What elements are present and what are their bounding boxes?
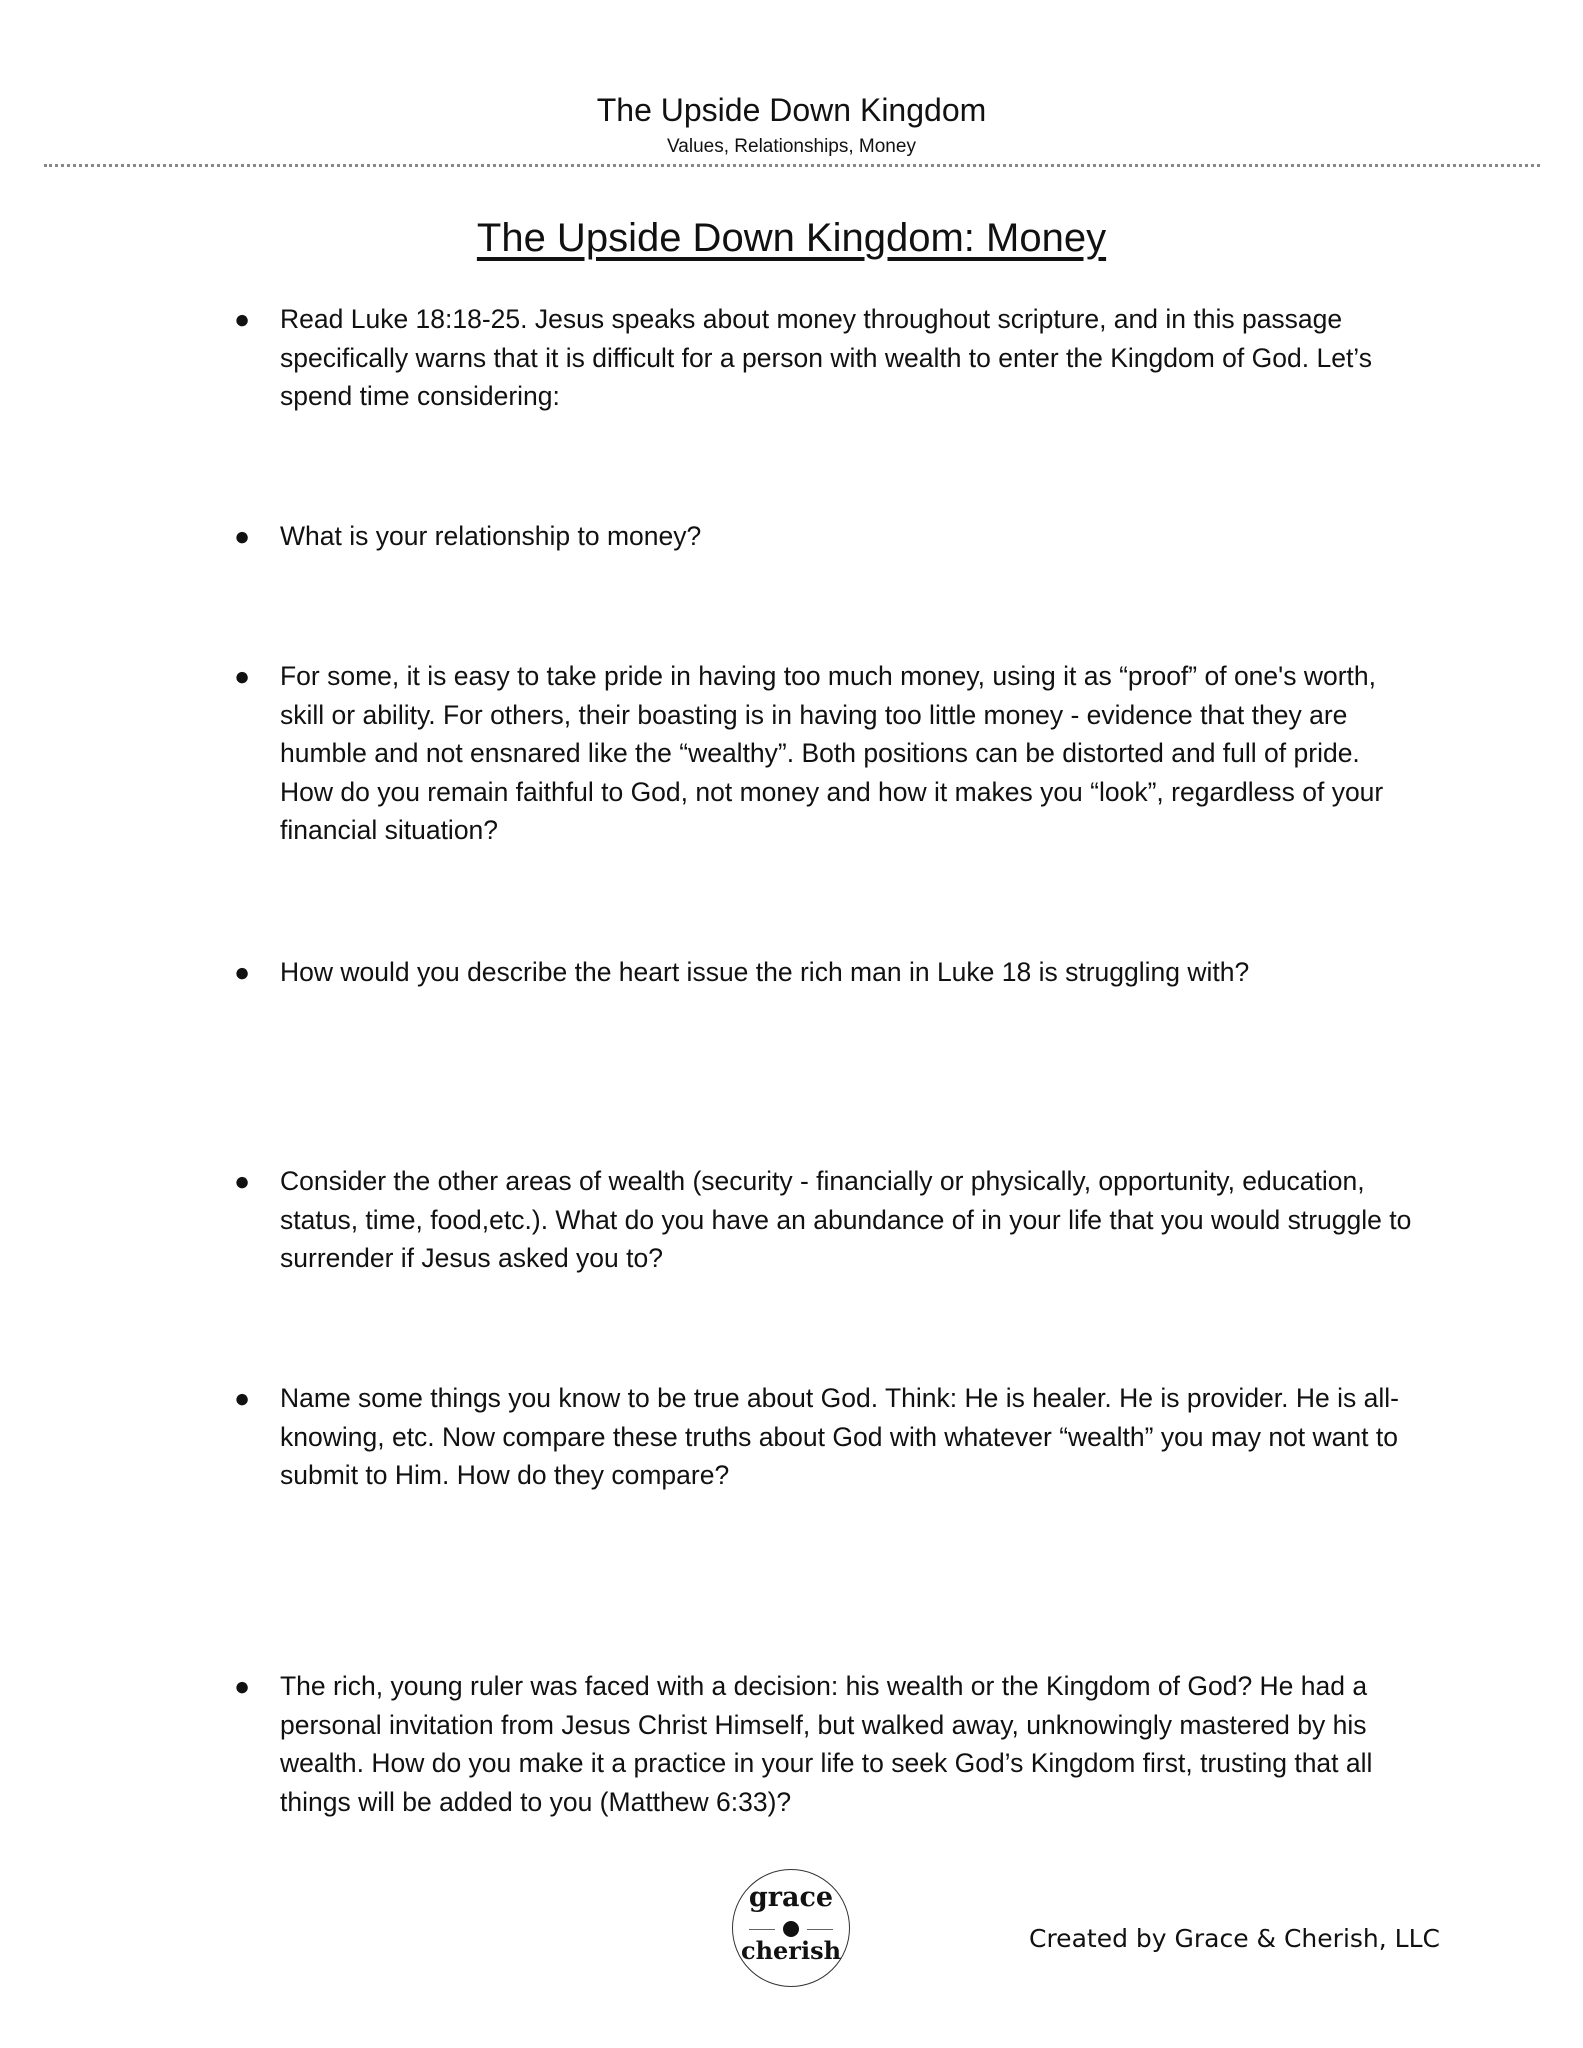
grace-cherish-logo [732, 1869, 850, 1987]
bullet-icon: ● [234, 1383, 251, 1413]
bullet-icon: ● [234, 304, 251, 334]
bullet-icon: ● [234, 661, 251, 691]
header-title: The Upside Down Kingdom [596, 92, 987, 128]
bullet-icon: ● [234, 1671, 251, 1701]
item-text: Consider the other areas of wealth (security - financially or physically, opportunity, education, status, time, food,etc.). What do you have an abundance of in your life that you would struggle to surrender if Jesus asked you to? [280, 1166, 1412, 1274]
list-item [234, 300, 1414, 416]
list-item [234, 517, 1414, 556]
item-text: The rich, young ruler was faced with a decision: his wealth or the Kingdom of God? He had a personal invitation from Jesus Christ Himself, but walked away, unknowingly mastered by his wealth. How do you make it a practice in your life to seek God’s Kingdom first, trusting that all things will be added to you (Matthew 6:33)? [280, 1671, 1373, 1817]
header-subtitle: Values, Relationships, Money [667, 136, 916, 157]
dotted-divider [44, 164, 1540, 167]
logo-divider [749, 1922, 833, 1936]
item-text: For some, it is easy to take pride in having too much money, using it as “proof” of one's worth, skill or ability. For others, their boasting is in having too little money - evidence that they are humble and not ensnared like the “wealthy”. Both positions can be distorted and full of pride. How do you remain faithful to God, not money and how it makes you “look”, regardless of your financial situation? [280, 661, 1384, 846]
list-item [234, 953, 1414, 992]
item-text: What is your relationship to money? [280, 521, 702, 551]
list-item [234, 1379, 1414, 1495]
bullet-icon: ● [234, 957, 251, 987]
logo-word-cherish: cherish [740, 1936, 842, 1965]
item-text: Read Luke 18:18-25. Jesus speaks about money throughout scripture, and in this passage specifically warns that it is difficult for a person with wealth to enter the Kingdom of God. Let’s spend time considering: [280, 304, 1372, 412]
list-item [234, 657, 1414, 850]
bullet-icon: ● [234, 1166, 251, 1196]
list-item [234, 1162, 1414, 1278]
item-text: Name some things you know to be true about God. Think: He is healer. He is provider. He is all-knowing, etc. Now compare these truths about God with whatever “wealth” you may not want to submit to Him. How do they compare? [280, 1383, 1399, 1491]
credit-text: Created by Grace & Cherish, LLC [1029, 1924, 1440, 1953]
list-item [234, 1667, 1414, 1821]
item-text: How would you describe the heart issue the rich man in Luke 18 is struggling with? [280, 957, 1250, 987]
page-title: The Upside Down Kingdom: Money [476, 216, 1107, 260]
bullet-icon: ● [234, 521, 251, 551]
logo-word-grace: grace [748, 1882, 834, 1913]
